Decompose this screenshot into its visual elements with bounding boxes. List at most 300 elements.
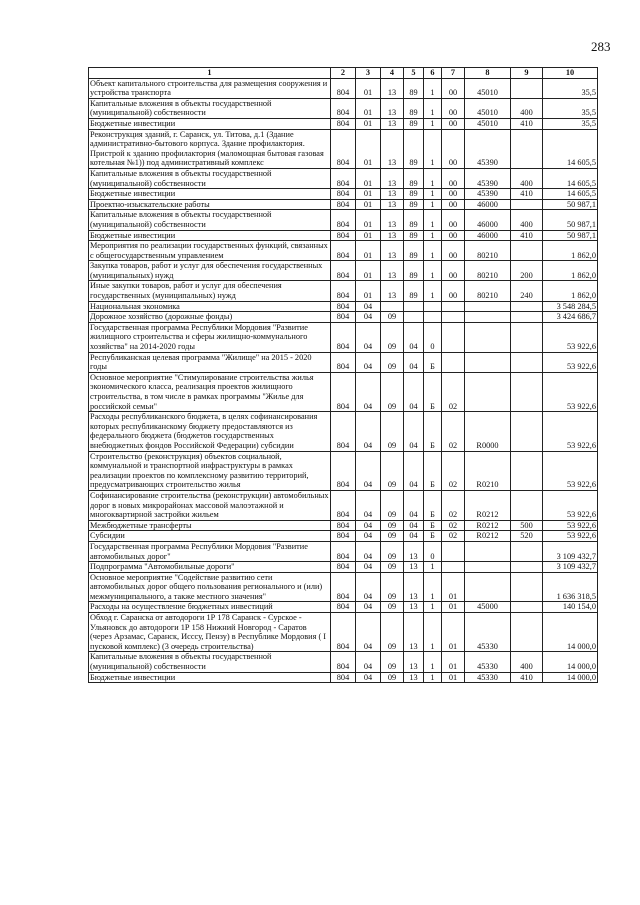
row-amount: 14 000,0 xyxy=(543,652,598,672)
row-subsection: 09 xyxy=(381,652,404,672)
row-subsection: 13 xyxy=(381,281,404,301)
row-name: Проектно-изыскательские работы xyxy=(89,199,331,210)
row-amount: 1 862,0 xyxy=(543,281,598,301)
table-row xyxy=(89,562,598,573)
row-amount: 140 154,0 xyxy=(543,602,598,613)
row-event: 02 xyxy=(442,451,465,490)
row-amount: 3 109 432,7 xyxy=(543,562,598,573)
table-row xyxy=(89,312,598,323)
header-cell: 6 xyxy=(424,68,442,79)
header-cell: 5 xyxy=(404,68,424,79)
row-name: Обход г. Саранска от автодороги 1Р 178 Саранск - Сурское - Ульяновск до автодороги 1Р 158 Нижний Новгород - Саратов (через Арзамас, Саранск, Исссу, Пензу) в Республике Мордовия ( I пусковой комплекс) (3 очередь строительства) xyxy=(89,613,331,652)
row-direction: 80210 xyxy=(465,261,511,281)
row-ministry: 804 xyxy=(331,572,356,602)
row-section: 04 xyxy=(356,322,381,352)
row-subprogram: 1 xyxy=(424,241,442,261)
row-amount: 50 987,1 xyxy=(543,210,598,230)
row-program: 04 xyxy=(404,412,424,451)
row-ministry: 804 xyxy=(331,541,356,561)
row-subsection: 13 xyxy=(381,241,404,261)
row-subsection: 13 xyxy=(381,261,404,281)
row-amount: 53 922,6 xyxy=(543,451,598,490)
row-subsection: 09 xyxy=(381,451,404,490)
row-ministry: 804 xyxy=(331,352,356,372)
row-name: Дорожное хозяйство (дорожные фонды) xyxy=(89,312,331,323)
row-expense-type: 400 xyxy=(511,168,543,188)
row-expense-type xyxy=(511,562,543,573)
row-expense-type: 400 xyxy=(511,652,543,672)
row-ministry: 804 xyxy=(331,531,356,542)
row-subsection: 13 xyxy=(381,199,404,210)
row-program: 89 xyxy=(404,230,424,241)
row-subprogram: 1 xyxy=(424,168,442,188)
row-subprogram: Б xyxy=(424,372,442,411)
row-section: 01 xyxy=(356,189,381,200)
row-direction xyxy=(465,352,511,372)
row-ministry: 804 xyxy=(331,261,356,281)
row-expense-type: 200 xyxy=(511,261,543,281)
table-row xyxy=(89,451,598,490)
header-cell: 1 xyxy=(89,68,331,79)
row-direction: 45010 xyxy=(465,98,511,118)
row-program: 89 xyxy=(404,189,424,200)
row-expense-type xyxy=(511,451,543,490)
row-expense-type xyxy=(511,602,543,613)
row-expense-type xyxy=(511,372,543,411)
table-row xyxy=(89,230,598,241)
row-section: 04 xyxy=(356,372,381,411)
row-section: 04 xyxy=(356,412,381,451)
table-row xyxy=(89,98,598,118)
row-section: 04 xyxy=(356,672,381,683)
row-event: 00 xyxy=(442,199,465,210)
row-section: 04 xyxy=(356,613,381,652)
table-row xyxy=(89,352,598,372)
row-direction xyxy=(465,372,511,411)
row-ministry: 804 xyxy=(331,562,356,573)
row-expense-type xyxy=(511,301,543,312)
row-amount: 35,5 xyxy=(543,118,598,129)
row-event: 01 xyxy=(442,572,465,602)
row-expense-type: 500 xyxy=(511,520,543,531)
row-program: 13 xyxy=(404,602,424,613)
row-section: 01 xyxy=(356,261,381,281)
row-event: 02 xyxy=(442,412,465,451)
row-subsection: 09 xyxy=(381,352,404,372)
table-row xyxy=(89,572,598,602)
row-ministry: 804 xyxy=(331,520,356,531)
row-name: Капитальные вложения в объекты государственной (муниципальной) собственности xyxy=(89,168,331,188)
table-row xyxy=(89,301,598,312)
row-section: 01 xyxy=(356,199,381,210)
row-ministry: 804 xyxy=(331,189,356,200)
row-name: Иные закупки товаров, работ и услуг для обеспечения государственных (муниципальных) нужд xyxy=(89,281,331,301)
row-name: Строительство (реконструкция) объектов социальной, коммунальной и транспортной инфраструктуры в рамках реализации проектов по комплексному развитию территорий, предусматривающих строительство жилья xyxy=(89,451,331,490)
row-subsection xyxy=(381,301,404,312)
row-program: 04 xyxy=(404,322,424,352)
row-section: 04 xyxy=(356,531,381,542)
row-program: 13 xyxy=(404,672,424,683)
row-subprogram: 1 xyxy=(424,210,442,230)
row-subsection: 09 xyxy=(381,602,404,613)
row-amount: 53 922,6 xyxy=(543,322,598,352)
row-expense-type: 240 xyxy=(511,281,543,301)
table-row xyxy=(89,412,598,451)
row-expense-type: 410 xyxy=(511,189,543,200)
row-program: 89 xyxy=(404,118,424,129)
row-section: 01 xyxy=(356,281,381,301)
row-subprogram: Б xyxy=(424,451,442,490)
row-amount: 35,5 xyxy=(543,98,598,118)
row-direction: 80210 xyxy=(465,281,511,301)
row-subprogram: 0 xyxy=(424,322,442,352)
row-subprogram: 1 xyxy=(424,118,442,129)
row-direction: 45010 xyxy=(465,118,511,129)
row-name: Подпрограмма "Автомобильные дороги" xyxy=(89,562,331,573)
row-subprogram: Б xyxy=(424,520,442,531)
row-event: 01 xyxy=(442,652,465,672)
row-section: 01 xyxy=(356,241,381,261)
row-direction: 46000 xyxy=(465,199,511,210)
row-event: 00 xyxy=(442,241,465,261)
row-subprogram: 1 xyxy=(424,572,442,602)
row-event: 00 xyxy=(442,98,465,118)
row-event: 00 xyxy=(442,78,465,98)
row-subsection: 13 xyxy=(381,210,404,230)
row-event: 00 xyxy=(442,230,465,241)
row-ministry: 804 xyxy=(331,372,356,411)
row-program: 13 xyxy=(404,562,424,573)
row-name: Капитальные вложения в объекты государственной (муниципальной) собственности xyxy=(89,652,331,672)
row-name: Государственная программа Республики Мордовия "Развитие жилищного строительства и сферы жилищно-коммунального хозяйства" на 2014-2020 годы xyxy=(89,322,331,352)
row-program: 89 xyxy=(404,199,424,210)
row-expense-type: 410 xyxy=(511,672,543,683)
row-expense-type: 400 xyxy=(511,210,543,230)
row-ministry: 804 xyxy=(331,281,356,301)
row-subprogram xyxy=(424,312,442,323)
row-amount: 53 922,6 xyxy=(543,490,598,520)
row-amount: 35,5 xyxy=(543,78,598,98)
row-name: Республиканская целевая программа "Жилище" на 2015 - 2020 годы xyxy=(89,352,331,372)
row-amount: 50 987,1 xyxy=(543,199,598,210)
row-program: 89 xyxy=(404,168,424,188)
row-amount: 3 548 284,5 xyxy=(543,301,598,312)
row-subsection: 13 xyxy=(381,98,404,118)
table-row xyxy=(89,189,598,200)
row-event: 02 xyxy=(442,490,465,520)
table-row xyxy=(89,241,598,261)
row-subprogram: 1 xyxy=(424,672,442,683)
row-program: 89 xyxy=(404,281,424,301)
table-row xyxy=(89,490,598,520)
row-event: 00 xyxy=(442,168,465,188)
header-cell: 9 xyxy=(511,68,543,79)
row-amount: 14 000,0 xyxy=(543,672,598,683)
table-row xyxy=(89,672,598,683)
row-name: Закупка товаров, работ и услуг для обеспечения государственных (муниципальных) нужд xyxy=(89,261,331,281)
row-expense-type: 410 xyxy=(511,118,543,129)
table-row xyxy=(89,281,598,301)
row-program: 89 xyxy=(404,261,424,281)
row-program: 13 xyxy=(404,652,424,672)
row-direction: 45390 xyxy=(465,129,511,168)
row-program: 04 xyxy=(404,352,424,372)
row-subprogram xyxy=(424,301,442,312)
row-section: 04 xyxy=(356,602,381,613)
row-event: 00 xyxy=(442,129,465,168)
row-section: 04 xyxy=(356,541,381,561)
row-direction: 45330 xyxy=(465,672,511,683)
row-name: Бюджетные инвестиции xyxy=(89,230,331,241)
row-subprogram: 1 xyxy=(424,562,442,573)
row-name: Бюджетные инвестиции xyxy=(89,189,331,200)
row-direction xyxy=(465,541,511,561)
row-ministry: 804 xyxy=(331,78,356,98)
row-ministry: 804 xyxy=(331,490,356,520)
row-subprogram: 1 xyxy=(424,602,442,613)
table-row xyxy=(89,129,598,168)
row-subprogram: Б xyxy=(424,490,442,520)
row-event: 00 xyxy=(442,210,465,230)
budget-table xyxy=(88,67,598,683)
row-ministry: 804 xyxy=(331,210,356,230)
row-amount: 53 922,6 xyxy=(543,372,598,411)
row-name: Основное мероприятие "Содействие развитию сети автомобильных дорог общего пользования регионального и (или) межмуниципального, а также местного значения" xyxy=(89,572,331,602)
row-event: 01 xyxy=(442,613,465,652)
table-row xyxy=(89,210,598,230)
row-subsection: 09 xyxy=(381,520,404,531)
row-program: 04 xyxy=(404,531,424,542)
row-direction xyxy=(465,312,511,323)
header-cell: 3 xyxy=(356,68,381,79)
header-cell: 8 xyxy=(465,68,511,79)
table-row xyxy=(89,520,598,531)
row-expense-type xyxy=(511,312,543,323)
row-name: Капитальные вложения в объекты государственной (муниципальной) собственности xyxy=(89,210,331,230)
row-event: 00 xyxy=(442,261,465,281)
row-subsection: 09 xyxy=(381,562,404,573)
row-program: 04 xyxy=(404,451,424,490)
header-cell: 2 xyxy=(331,68,356,79)
row-event: 02 xyxy=(442,520,465,531)
row-subsection: 09 xyxy=(381,572,404,602)
row-event: 02 xyxy=(442,372,465,411)
row-name: Расходы республиканского бюджета, в целях софинансирования которых республиканскому бюджету предоставляются из федерального бюджета (бюджетов государственных внебюджетных фондов Российской Федерации) субсидии xyxy=(89,412,331,451)
row-event: 00 xyxy=(442,189,465,200)
row-name: Софинансирование строительства (реконструкции) автомобильных дорог в новых микрорайонах массовой малоэтажной и многоквартирной застройки жильем xyxy=(90,490,329,520)
row-event: 02 xyxy=(442,531,465,542)
row-subprogram: 0 xyxy=(424,541,442,561)
row-section: 04 xyxy=(356,490,381,520)
row-subprogram: Б xyxy=(424,412,442,451)
row-direction: 46000 xyxy=(465,230,511,241)
row-ministry: 804 xyxy=(331,312,356,323)
row-subsection: 13 xyxy=(381,168,404,188)
table-row xyxy=(89,322,598,352)
row-section: 01 xyxy=(356,129,381,168)
row-subprogram: 1 xyxy=(424,98,442,118)
row-name: Расходы на осуществление бюджетных инвестиций xyxy=(89,602,331,613)
row-subsection: 09 xyxy=(381,613,404,652)
header-cell: 7 xyxy=(442,68,465,79)
row-expense-type xyxy=(511,322,543,352)
row-direction: R0212 xyxy=(465,520,511,531)
row-expense-type xyxy=(511,541,543,561)
row-expense-type xyxy=(511,78,543,98)
table-row xyxy=(89,261,598,281)
row-event xyxy=(442,322,465,352)
row-amount: 53 922,6 xyxy=(543,412,598,451)
row-section: 01 xyxy=(356,78,381,98)
row-program xyxy=(404,312,424,323)
row-program: 13 xyxy=(404,613,424,652)
row-program: 04 xyxy=(404,372,424,411)
row-amount: 50 987,1 xyxy=(543,230,598,241)
row-amount: 14 000,0 xyxy=(543,613,598,652)
row-subsection: 09 xyxy=(381,672,404,683)
table-row xyxy=(89,613,598,652)
row-ministry: 804 xyxy=(331,412,356,451)
row-amount: 53 922,6 xyxy=(543,531,598,542)
row-ministry: 804 xyxy=(331,672,356,683)
row-name: Межбюджетные трансферты xyxy=(89,520,331,531)
row-section: 01 xyxy=(356,210,381,230)
row-section: 04 xyxy=(356,652,381,672)
row-expense-type: 410 xyxy=(511,230,543,241)
row-ministry: 804 xyxy=(331,230,356,241)
row-expense-type: 400 xyxy=(511,98,543,118)
row-amount: 53 922,6 xyxy=(543,352,598,372)
row-section: 04 xyxy=(356,301,381,312)
row-expense-type xyxy=(511,613,543,652)
row-subprogram: 1 xyxy=(424,189,442,200)
row-event: 01 xyxy=(442,602,465,613)
row-direction: R0212 xyxy=(465,531,511,542)
row-program xyxy=(404,301,424,312)
row-ministry: 804 xyxy=(331,168,356,188)
row-ministry: 804 xyxy=(331,129,356,168)
row-section: 01 xyxy=(356,118,381,129)
row-ministry: 804 xyxy=(331,241,356,261)
row-ministry: 804 xyxy=(331,98,356,118)
row-expense-type xyxy=(511,129,543,168)
row-name: Основное мероприятие "Стимулирование строительства жилья экономического класса, реализация проектов жилищного строительства, в том числе в рамках программы "Жилье для российской семьи" xyxy=(89,372,331,411)
row-subsection: 09 xyxy=(381,531,404,542)
row-subsection: 13 xyxy=(381,129,404,168)
row-subprogram: Б xyxy=(424,531,442,542)
row-expense-type: 520 xyxy=(511,531,543,542)
row-name: Реконструкция зданий, г. Саранск, ул. Титова, д.1 (Здание административно-бытового корпуса. Здание профилактория. Пристрой к зданию профилактория (маломощная бытовая газовая котельная №1)) под административный комплекс xyxy=(89,129,331,168)
row-subprogram: 1 xyxy=(424,230,442,241)
row-ministry: 804 xyxy=(331,118,356,129)
row-program: 04 xyxy=(404,520,424,531)
row-amount: 14 605,5 xyxy=(543,189,598,200)
row-subsection: 13 xyxy=(381,230,404,241)
row-event xyxy=(442,352,465,372)
row-amount: 14 605,5 xyxy=(543,129,598,168)
row-subsection: 13 xyxy=(381,78,404,98)
row-name: Мероприятия по реализации государственных функций, связанных с общегосударственным управлением xyxy=(89,241,331,261)
row-section: 01 xyxy=(356,230,381,241)
header-cell: 10 xyxy=(543,68,598,79)
row-expense-type xyxy=(511,199,543,210)
row-ministry: 804 xyxy=(331,613,356,652)
row-subprogram: 1 xyxy=(424,129,442,168)
row-amount: 1 862,0 xyxy=(543,241,598,261)
row-amount: 14 605,5 xyxy=(543,168,598,188)
row-direction: R0000 xyxy=(465,412,511,451)
row-section: 01 xyxy=(356,98,381,118)
row-ministry: 804 xyxy=(331,301,356,312)
row-event xyxy=(442,301,465,312)
row-program: 89 xyxy=(404,210,424,230)
row-program: 04 xyxy=(404,490,424,520)
row-section: 04 xyxy=(356,520,381,531)
table-row xyxy=(89,652,598,672)
row-direction xyxy=(465,322,511,352)
row-subsection: 09 xyxy=(381,541,404,561)
row-subprogram: 1 xyxy=(424,78,442,98)
row-subsection: 09 xyxy=(381,412,404,451)
row-direction: 45330 xyxy=(465,613,511,652)
row-event xyxy=(442,312,465,323)
row-section: 04 xyxy=(356,312,381,323)
row-event xyxy=(442,541,465,561)
row-subprogram: 1 xyxy=(424,261,442,281)
row-amount: 3 424 686,7 xyxy=(543,312,598,323)
row-subprogram: 1 xyxy=(424,281,442,301)
table-row xyxy=(89,168,598,188)
page-number: 283 xyxy=(591,39,611,54)
row-section: 04 xyxy=(356,572,381,602)
table-row xyxy=(89,372,598,411)
row-name: Государственная программа Республики Мордовия "Развитие автомобильных дорог" xyxy=(89,541,331,561)
row-section: 01 xyxy=(356,168,381,188)
row-expense-type xyxy=(511,490,543,520)
row-name: Объект капитального строительства для размещения сооружения и устройства транспорта xyxy=(89,78,331,98)
row-direction: 46000 xyxy=(465,210,511,230)
row-direction: R0210 xyxy=(465,451,511,490)
row-name: Бюджетные инвестиции xyxy=(89,672,331,683)
row-subprogram: 1 xyxy=(424,199,442,210)
row-ministry: 804 xyxy=(331,322,356,352)
row-subsection: 09 xyxy=(381,322,404,352)
table-row xyxy=(89,118,598,129)
row-name: Бюджетные инвестиции xyxy=(89,118,331,129)
row-program: 89 xyxy=(404,129,424,168)
row-section: 04 xyxy=(356,451,381,490)
row-program: 89 xyxy=(404,78,424,98)
row-subprogram: 1 xyxy=(424,652,442,672)
row-subsection: 09 xyxy=(381,312,404,323)
row-direction xyxy=(465,572,511,602)
row-amount: 1 636 318,5 xyxy=(543,572,598,602)
row-expense-type xyxy=(511,352,543,372)
row-expense-type xyxy=(511,241,543,261)
row-direction: 80210 xyxy=(465,241,511,261)
table-row xyxy=(89,602,598,613)
table-row xyxy=(89,78,598,98)
row-subsection: 09 xyxy=(381,372,404,411)
row-subsection: 13 xyxy=(381,118,404,129)
table-row xyxy=(89,199,598,210)
row-event xyxy=(442,562,465,573)
row-subsection: 09 xyxy=(381,490,404,520)
row-expense-type xyxy=(511,572,543,602)
row-ministry: 804 xyxy=(331,451,356,490)
row-program: 13 xyxy=(404,541,424,561)
row-section: 04 xyxy=(356,562,381,573)
